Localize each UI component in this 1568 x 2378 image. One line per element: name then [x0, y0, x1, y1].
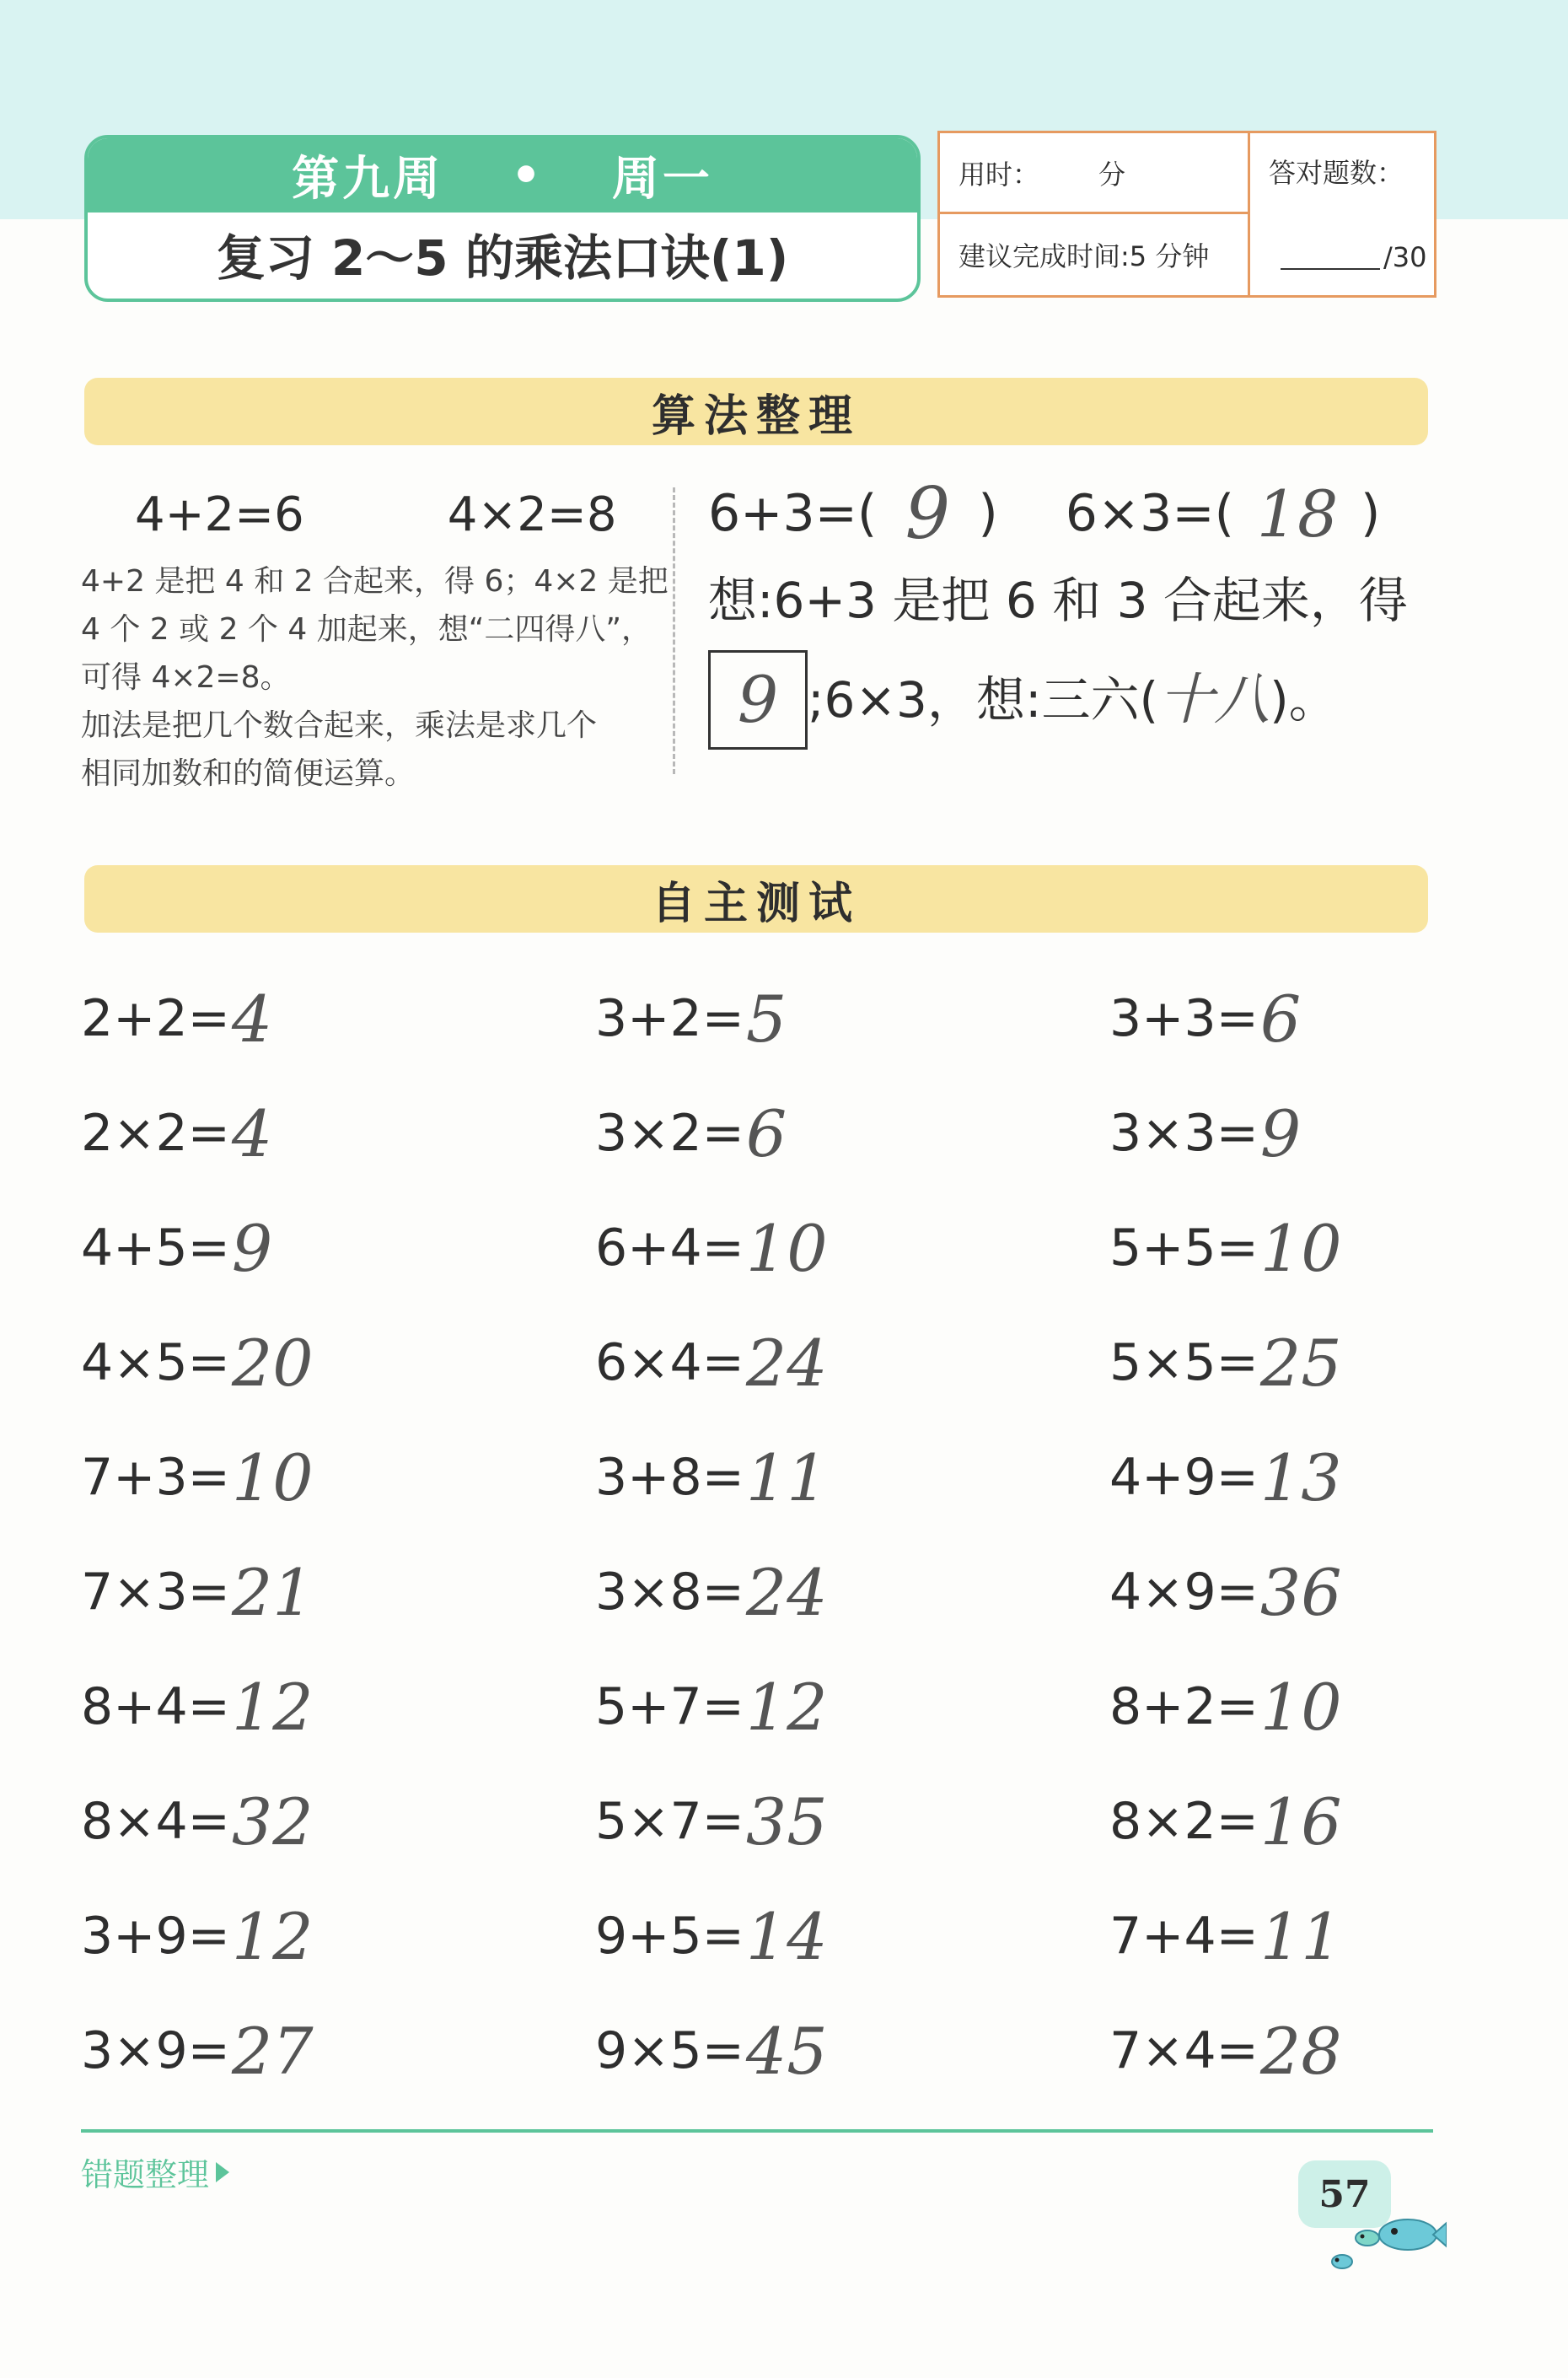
test-answer[interactable]: 14: [745, 1898, 828, 1974]
time-label: 用时：: [959, 158, 1040, 191]
test-item: [1109, 1764, 1430, 1879]
test-item: [1109, 1305, 1430, 1420]
section-banner-algorithm: 算法整理: [84, 378, 1428, 445]
test-answer[interactable]: 45: [745, 2013, 828, 2089]
separator-dot: •: [511, 148, 545, 203]
fish-icon: [1329, 2209, 1447, 2277]
correct-total: /30: [1383, 241, 1427, 273]
test-question: 3+3=: [1109, 989, 1259, 1048]
test-question: 4+9=: [1109, 1448, 1259, 1507]
test-item: [595, 1420, 1109, 1535]
test-item: [1109, 1993, 1430, 2108]
test-item: [595, 1076, 1109, 1191]
lesson-title: 复习 2～5 的乘法口诀(1): [216, 229, 789, 287]
correct-label: 答对题数：: [1269, 157, 1404, 189]
test-answer[interactable]: 24: [745, 1325, 828, 1401]
error-review-text: 错题整理: [81, 2156, 210, 2193]
test-question: 4×5=: [81, 1333, 230, 1392]
test-item: [81, 1420, 595, 1535]
test-answer[interactable]: 9: [231, 1210, 273, 1286]
test-answer[interactable]: 35: [745, 1784, 828, 1859]
test-question: 3×8=: [595, 1563, 744, 1622]
algorithm-example: [81, 487, 671, 798]
test-answer[interactable]: 16: [1259, 1784, 1342, 1859]
test-answer[interactable]: 32: [231, 1784, 314, 1859]
explanation: [81, 557, 671, 798]
test-answer[interactable]: 10: [745, 1210, 828, 1286]
test-answer[interactable]: 12: [231, 1898, 314, 1974]
test-question: 7×4=: [1109, 2021, 1259, 2080]
test-answer[interactable]: 21: [231, 1554, 314, 1630]
explain-line: 相同加数和的简便运算。: [81, 756, 416, 791]
test-item: [81, 1993, 595, 2108]
test-question: 9+5=: [595, 1907, 744, 1966]
time-panel: [940, 133, 1250, 295]
test-answer[interactable]: 20: [231, 1325, 314, 1401]
explain-line: 4+2 是把 4 和 2 合起来，得 6；4×2 是把: [81, 564, 669, 599]
think-answer[interactable]: 十八: [1158, 667, 1270, 732]
test-item: [595, 1764, 1109, 1879]
test-item: [595, 1535, 1109, 1649]
q1-suffix: ): [978, 484, 998, 543]
explain-line: 可得 4×2=8。: [81, 660, 291, 695]
q2-prefix: 6×3=(: [1065, 484, 1235, 543]
test-item: [1109, 1076, 1430, 1191]
answer-box[interactable]: 9: [708, 650, 808, 750]
time-used: [940, 133, 1248, 214]
test-answer[interactable]: 36: [1259, 1554, 1342, 1630]
test-question: 3×3=: [1109, 1104, 1259, 1163]
test-answer[interactable]: 10: [231, 1439, 314, 1515]
test-item: [81, 961, 595, 1076]
correct-panel: [1250, 133, 1434, 295]
test-question: 5+5=: [1109, 1219, 1259, 1278]
q2-answer[interactable]: 18: [1256, 476, 1339, 551]
test-answer[interactable]: 11: [1259, 1898, 1342, 1974]
test-item: [1109, 1191, 1430, 1305]
think-line-1: 想:6+3 是把 6 和 3 合起来，得: [708, 572, 1408, 629]
test-answer[interactable]: 6: [1259, 981, 1302, 1057]
test-item: [81, 1191, 595, 1305]
test-question: 5+7=: [595, 1677, 744, 1736]
day-label: 周一: [611, 152, 713, 207]
test-item: [81, 1879, 595, 1993]
test-question: 4+5=: [81, 1219, 230, 1278]
test-question: 7+4=: [1109, 1907, 1259, 1966]
self-test-grid: [81, 961, 1430, 2108]
test-item: [81, 1076, 595, 1191]
test-question: 8×4=: [81, 1792, 230, 1851]
week-label: 第九周: [292, 152, 444, 207]
test-answer[interactable]: 5: [745, 981, 787, 1057]
test-answer[interactable]: 9: [1259, 1095, 1302, 1171]
test-answer[interactable]: 10: [1259, 1669, 1342, 1745]
test-answer[interactable]: 25: [1259, 1325, 1342, 1401]
test-answer[interactable]: 4: [231, 981, 273, 1057]
test-question: 2+2=: [81, 989, 230, 1048]
test-question: 3+2=: [595, 989, 744, 1048]
think-line-2: ;6×3，想:三六(: [808, 671, 1159, 729]
test-answer[interactable]: 27: [231, 2013, 314, 2089]
error-review-label: [81, 2149, 229, 2195]
test-item: [81, 1764, 595, 1879]
test-item: [1109, 961, 1430, 1076]
triangle-right-icon: [216, 2162, 229, 2182]
test-item: [1109, 1420, 1430, 1535]
test-item: [81, 1305, 595, 1420]
test-question: 3×2=: [595, 1104, 744, 1163]
time-unit: 分: [1098, 158, 1126, 191]
test-answer[interactable]: 28: [1259, 2013, 1342, 2089]
test-question: 3×9=: [81, 2021, 230, 2080]
dashed-divider: [673, 487, 675, 774]
test-question: 5×5=: [1109, 1333, 1259, 1392]
test-answer[interactable]: 4: [231, 1095, 273, 1171]
suggested-time: 建议完成时间:5 分钟: [959, 240, 1210, 272]
test-item: [595, 1649, 1109, 1764]
algorithm-practice: [708, 472, 1442, 750]
test-question: 5×7=: [595, 1792, 744, 1851]
test-item: [595, 961, 1109, 1076]
test-item: [595, 1191, 1109, 1305]
test-question: 2×2=: [81, 1104, 230, 1163]
test-answer[interactable]: 6: [745, 1095, 787, 1171]
test-answer[interactable]: 12: [231, 1669, 314, 1745]
correct-blank[interactable]: [1281, 239, 1380, 270]
section-banner-self-test: 自主测试: [84, 865, 1428, 933]
q1-prefix: 6+3=(: [708, 484, 878, 543]
test-item: [1109, 1649, 1430, 1764]
test-item: [81, 1649, 595, 1764]
test-question: 7×3=: [81, 1563, 230, 1622]
test-question: 8+2=: [1109, 1677, 1259, 1736]
test-question: 6+4=: [595, 1219, 744, 1278]
test-item: [1109, 1535, 1430, 1649]
test-question: 8+4=: [81, 1677, 230, 1736]
test-question: 6×4=: [595, 1333, 744, 1392]
test-answer[interactable]: 13: [1259, 1439, 1342, 1515]
test-question: 3+9=: [81, 1907, 230, 1966]
test-question: 3+8=: [595, 1448, 744, 1507]
title-box: [84, 135, 921, 302]
score-box: [937, 131, 1436, 298]
equation-mul: 4×2=8: [447, 487, 617, 542]
think-line-end: )。: [1270, 671, 1338, 729]
equation-add: 4+2=6: [135, 487, 304, 542]
test-question: 4×9=: [1109, 1563, 1259, 1622]
test-answer[interactable]: 12: [745, 1669, 828, 1745]
test-item: [1109, 1879, 1430, 1993]
title-week-day: [88, 138, 917, 213]
test-item: [81, 1535, 595, 1649]
test-item: [595, 1993, 1109, 2108]
test-answer[interactable]: 24: [745, 1554, 828, 1630]
test-answer[interactable]: 10: [1259, 1210, 1342, 1286]
test-answer[interactable]: 11: [745, 1439, 828, 1515]
q2-suffix: ): [1361, 484, 1381, 543]
explain-line: 加法是把几个数合起来，乘法是求几个: [81, 708, 598, 743]
test-question: 9×5=: [595, 2021, 744, 2080]
test-item: [595, 1879, 1109, 1993]
page-number: 57: [1298, 2160, 1391, 2228]
test-question: 8×2=: [1109, 1792, 1259, 1851]
explain-line: 4 个 2 或 2 个 4 加起来，想“二四得八”，: [81, 612, 652, 647]
test-item: [595, 1305, 1109, 1420]
test-question: 7+3=: [81, 1448, 230, 1507]
q1-answer[interactable]: 9: [905, 472, 951, 555]
footer-divider: [81, 2129, 1433, 2133]
